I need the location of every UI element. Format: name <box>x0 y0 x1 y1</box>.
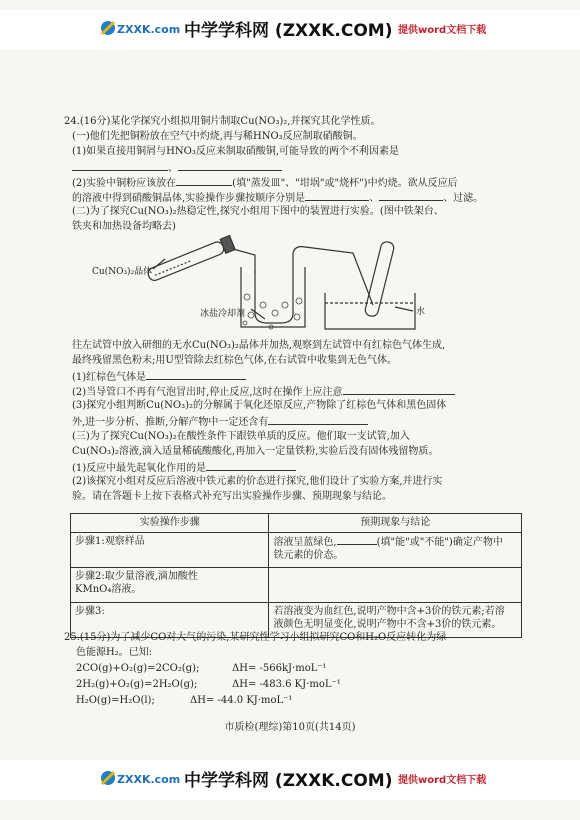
q24-line <box>72 415 368 429</box>
q24-line: (2)该探究小组对反应后溶液中铁元素的价态进行探究,他们设计了实验方案,并进行实 <box>72 476 443 487</box>
q24-line: 验。请在答题卡上按下表格式补充写出实验操作步骤、预期现象与结论。 <box>72 491 392 502</box>
q24-text: (2)当导管口不再有气泡冒出时,停止反应,这时在操作上应注意 <box>72 387 343 398</box>
site-banner-top <box>0 10 580 50</box>
q24-line: (二)为了探究Cu(NO₃)₂热稳定性,探究小组用下图中的装置进行实验。(图中铁架台、 <box>72 206 444 217</box>
q24-sep: 、 <box>369 193 380 204</box>
site-name[interactable]: 中学学科网 (ZXXK.COM) <box>184 771 393 791</box>
right-test-tube <box>364 241 395 318</box>
figure-label-water: 水 <box>416 307 426 317</box>
equation: 2H₂(g)+O₂(g)=2H₂O(g); <box>76 679 198 690</box>
answer-blank[interactable] <box>178 161 282 171</box>
table-header: 预期现象与结论 <box>269 514 522 533</box>
apparatus-diagram <box>95 235 440 335</box>
table-cell-result <box>269 533 522 568</box>
answer-blank[interactable] <box>146 370 246 380</box>
table-header-row <box>71 514 522 533</box>
q24-line <box>72 191 483 205</box>
step-text: 步骤2:取少量溶液,滴加酸性 <box>75 571 198 582</box>
answer-blank[interactable] <box>206 461 296 471</box>
site-logo-icon <box>98 768 181 790</box>
answer-blank[interactable] <box>305 191 369 201</box>
answer-blank[interactable] <box>379 191 443 201</box>
q24-line: 往左试管中放入研细的无水Cu(NO₃)₂晶体并加热,观察到左试管中有红棕色气体生成, <box>72 340 446 351</box>
q24-text: (填"蒸发皿"、"坩埚"或"烧杯")中灼烧。欲从反应后 <box>232 178 458 189</box>
q24-line <box>72 461 296 475</box>
q24-line: 24.(16分)某化学探究小组拟用铜片制取Cu(NO₃)₂,并探究其化学性质。 <box>64 116 381 127</box>
q24-text: (1)红棕色气体是 <box>72 372 147 383</box>
left-test-tube <box>146 240 225 282</box>
label-leader <box>395 307 413 311</box>
q24-text: 、过滤。 <box>443 193 484 204</box>
q24-line: 铁夹和加热设备均略去) <box>72 221 176 232</box>
table-cell-step: 步骤1:观察样品 <box>71 533 269 568</box>
download-link[interactable]: 提供word文档下载 <box>398 775 487 786</box>
result-text: 溶液呈蓝绿色, <box>273 537 337 548</box>
page-footer: 市质检(理综)第10页(共14页) <box>224 722 356 733</box>
delivery-tube <box>233 249 255 273</box>
q24-text: (1)反应中最先起氧化作用的是 <box>72 463 207 474</box>
q24-text: 的溶液中得到硝酸铜晶体,实验操作步骤按顺序分别是 <box>72 193 306 204</box>
q24-line <box>72 385 455 399</box>
q24-line: 最终残留黑色粉末;用U型管除去红棕色气体,在右试管中收集到无色气体。 <box>72 355 397 366</box>
equation: H₂O(g)=H₂O(l); <box>76 695 155 706</box>
enthalpy: ΔH= -483.6 KJ·moL⁻¹ <box>232 679 341 690</box>
q24-line: (一)他们先把铜粉放在空气中灼烧,再与稀HNO₃反应制取硝酸铜。 <box>72 131 363 142</box>
result-text: 若溶液变为血红色,说明产物中含+3价的铁元素;若溶 <box>273 606 505 617</box>
answer-blank[interactable] <box>72 161 168 171</box>
svg-text:ZXXK.com: ZXXK.com <box>117 23 181 36</box>
enthalpy: ΔH= -44.0 KJ·moL⁻¹ <box>190 695 293 706</box>
q24-line <box>72 176 458 190</box>
table-header: 实验操作步骤 <box>71 514 269 533</box>
figure-label-ice: 冰盐冷却剂 <box>200 309 246 319</box>
answer-blank[interactable] <box>176 176 232 186</box>
table-row <box>71 568 522 603</box>
q24-line: Cu(NO₃)₂溶液,滴入适量稀硫酸酸化,再加入一定量铁粉,实验后没有固体残留物质。 <box>72 446 439 457</box>
result-text: (填"能"或"不能")确定产物中 <box>376 537 503 548</box>
q25-line: 色能源H₂。已知: <box>76 647 153 658</box>
table-cell-step[interactable]: 步骤3: <box>71 603 269 638</box>
answer-blank[interactable] <box>337 535 377 545</box>
q24-sep: 、 <box>168 163 178 174</box>
svg-text:ZXXK.com: ZXXK.com <box>117 773 181 786</box>
result-text: 液颜色无明显变化,说明产物中不含+3价的铁元素。 <box>273 619 502 630</box>
table-cell-result[interactable] <box>269 568 522 603</box>
download-link[interactable]: 提供word文档下载 <box>398 25 487 36</box>
answer-blank[interactable] <box>268 415 368 425</box>
answer-blank[interactable] <box>343 385 455 395</box>
q24-line: (3)探究小组判断Cu(NO₃)₂的分解属于氧化还原反应,产物除了红棕色气体和黑色固体 <box>72 400 447 411</box>
table-row <box>71 533 522 568</box>
stopper <box>220 236 235 254</box>
figure-label-crystal: Cu(NO₃)₂晶体 <box>92 267 153 277</box>
q25-line: 25.(15分)为了减少CO对大气的污染,某研究性学习小组拟研究CO和H₂O反应转化为绿 <box>64 632 447 643</box>
site-name[interactable]: 中学学科网 (ZXXK.COM) <box>184 21 393 41</box>
table-cell-step <box>71 568 269 603</box>
q24-line <box>72 370 246 384</box>
u-tube <box>255 253 293 323</box>
q24-line <box>72 161 282 175</box>
site-logo-icon <box>98 18 181 40</box>
q24-line: (1)如果直接用铜屑与HNO₃反应来制取硝酸铜,可能导致的两个不利因素是 <box>72 146 400 157</box>
q24-text: 外,进一步分析、推断,分解产物中一定还含有 <box>72 417 269 428</box>
site-banner-bottom <box>0 760 580 800</box>
enthalpy: ΔH= -566kJ·moL⁻¹ <box>232 663 327 674</box>
equation: 2CO(g)+O₂(g)=2CO₂(g); <box>76 663 200 674</box>
step-text: KMnO₄溶液。 <box>75 584 142 595</box>
result-text: 铁元素的价态。 <box>273 550 344 561</box>
q24-text: (2)实验中铜粉应该放在 <box>72 178 177 189</box>
q24-line: (三)为了探究Cu(NO₃)₂在酸性条件下跟铁单质的反应。他们取一支试管,加入 <box>72 431 410 442</box>
experiment-table <box>70 513 522 638</box>
